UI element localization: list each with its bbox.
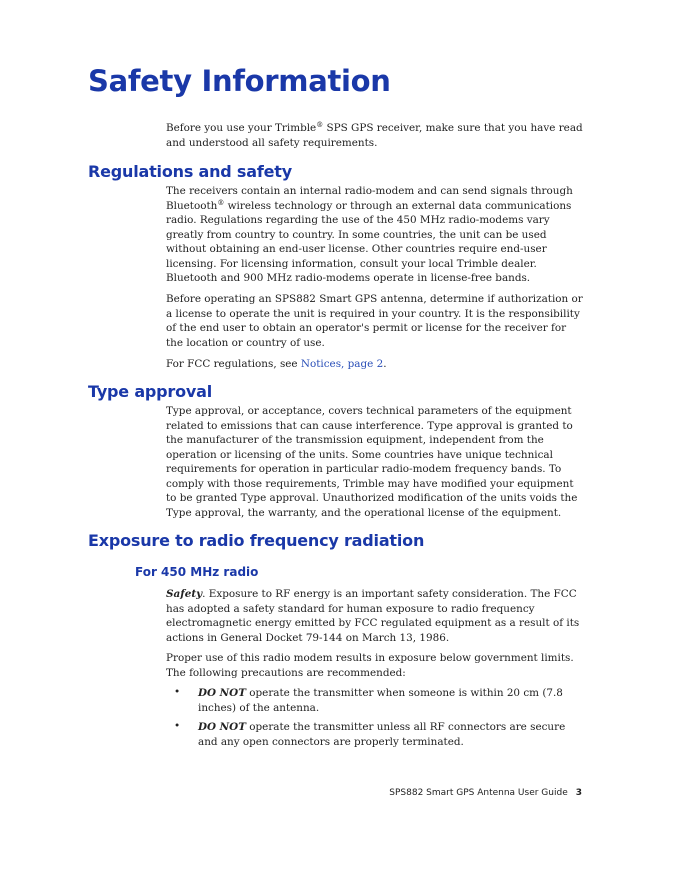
fcc-text-pre: For FCC regulations, see bbox=[166, 358, 301, 370]
exposure-paragraph-1 bbox=[166, 587, 586, 645]
regulations-p1-pre: The receivers contain an internal radio-modem and can send signals through Bluetooth bbox=[166, 185, 573, 212]
registered-mark: ® bbox=[316, 121, 324, 129]
footer-guide-title: SPS882 Smart GPS Antenna User Guide bbox=[389, 788, 568, 798]
intro-paragraph bbox=[166, 121, 586, 150]
heading-regulations: Regulations and safety bbox=[88, 162, 292, 181]
exposure-paragraph-2: Proper use of this radio modem results in exposure below government limits. The following precautions are recommended: bbox=[166, 652, 574, 679]
regulations-paragraph-2: Before operating an SPS882 Smart GPS antenna, determine if authorization or a license to operate the unit is required in your country. It is the responsibility of the end user to obtain an operator's permit or license for the receiver for the location or country of use. bbox=[166, 293, 583, 349]
bullet-2-text: operate the transmitter unless all RF connectors are secure and any open connectors are properly terminated. bbox=[198, 721, 566, 748]
bullet-2-marker: • bbox=[174, 720, 181, 732]
registered-mark: ® bbox=[217, 198, 225, 207]
bullet-1-marker: • bbox=[174, 686, 181, 698]
regulations-p1-post: wireless technology or through an external data communications radio. Regulations regarding the use of the 450 MHz radio-modems vary greatly from country to country. In some countries, the unit can be used without obtaining an end-user license. Other countries require end-user licensing. For licensing information, consult your local Trimble dealer. Bluetooth and 900 MHz radio-modems operate in license-free bands. bbox=[166, 199, 572, 284]
type-approval-paragraph: Type approval, or acceptance, covers technical parameters of the equipment related to emissions that can cause interference. Type approval is granted to the manufacturer of the transmission equipment, independent from the operation or licensing of the units. Some countries have unique technical requirements for operation in particular radio-modem frequency bands. To comply with those requirements, Trimble may have modified your equipment to be granted Type approval. Unauthorized modification of the units voids the Type approval, the warranty, and the operational license of the equipment. bbox=[166, 405, 578, 519]
regulations-paragraph-3 bbox=[166, 357, 586, 372]
page-number: 3 bbox=[575, 788, 582, 798]
safety-label: Safety bbox=[166, 588, 203, 600]
bullet-2-item bbox=[198, 720, 588, 749]
subheading-450mhz: For 450 MHz radio bbox=[135, 565, 259, 579]
heading-exposure: Exposure to radio frequency radiation bbox=[88, 531, 425, 550]
notices-link[interactable]: Notices, page 2 bbox=[300, 358, 384, 370]
fcc-text-post: . bbox=[383, 358, 387, 370]
heading-type-approval: Type approval bbox=[88, 382, 213, 401]
page-title: Safety Information bbox=[88, 64, 391, 98]
regulations-paragraph-1 bbox=[166, 184, 586, 286]
do-not-label: DO NOT bbox=[198, 721, 246, 733]
intro-text-pre: Before you use your Trimble bbox=[166, 122, 317, 134]
bullet-1-text: operate the transmitter when someone is within 20 cm (7.8 inches) of the antenna. bbox=[198, 687, 563, 714]
intro-text-post: SPS GPS receiver, make sure that you have read and understood all safety requirements. bbox=[166, 122, 583, 149]
page-footer bbox=[389, 788, 582, 798]
bullet-1-item bbox=[198, 686, 588, 715]
exposure-p1-post: . Exposure to RF energy is an important safety consideration. The FCC has adopted a safety standard for human exposure to radio frequency electromagnetic energy emitted by FCC regulated equipment as a result of its actions in General Docket 79-144 on March 13, 1986. bbox=[166, 588, 580, 644]
do-not-label: DO NOT bbox=[198, 687, 246, 699]
